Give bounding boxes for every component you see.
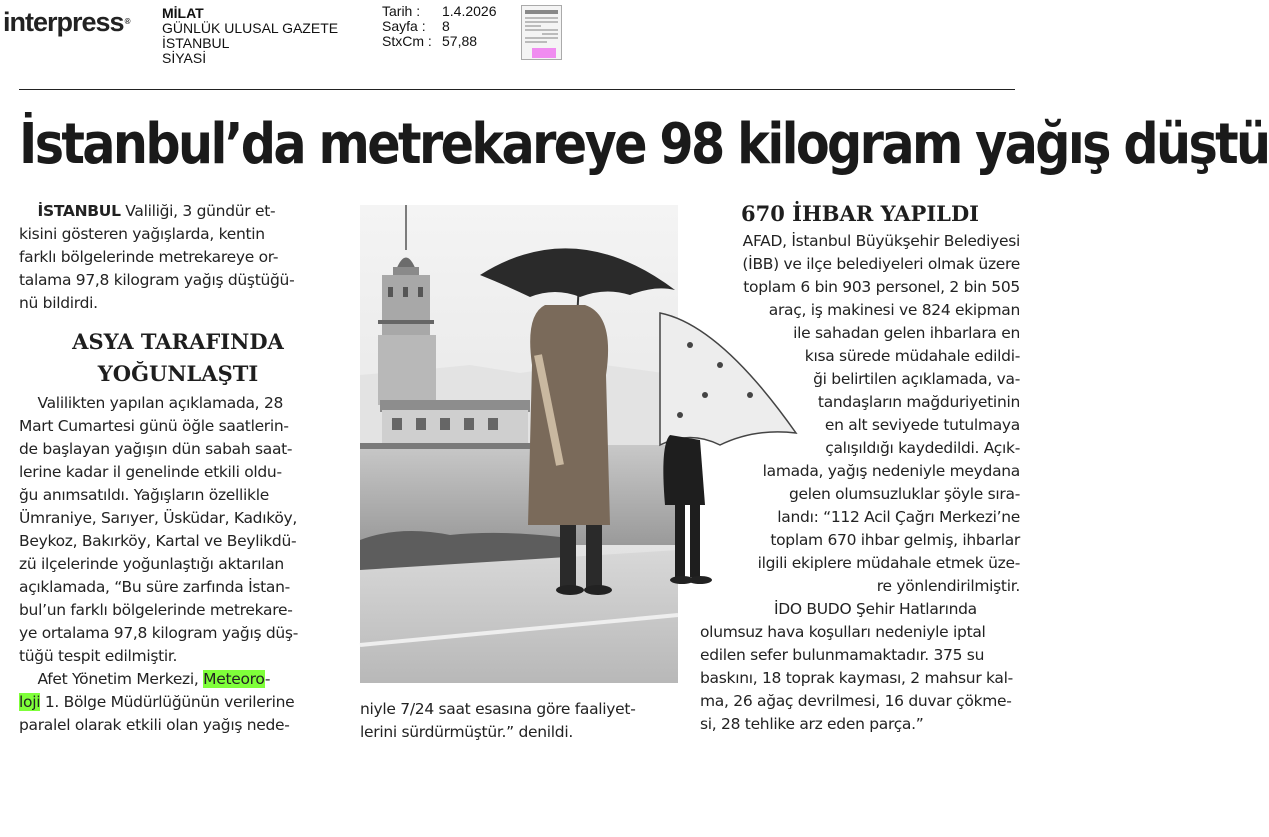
text-line: talama 97,8 kilogram yağış düştüğü-	[19, 271, 295, 289]
lead-line-text: Valiliği, 3 gündür et-	[120, 202, 276, 220]
text-line: landı: “112 Acil Çağrı Merkezi’ne	[777, 508, 1020, 526]
subheading-asya	[19, 326, 337, 390]
text-line: kisini gösteren yağışlarda, kentin	[19, 225, 265, 243]
article-column-2	[360, 698, 678, 744]
text-line: olumsuz hava koşulları nedeniyle iptal	[700, 623, 986, 641]
text-line: lerini sürdürmüştür.” denildi.	[360, 723, 573, 741]
registered-mark: ®	[124, 17, 130, 26]
text-line: ye ortalama 97,8 kilogram yağış düş-	[19, 624, 298, 642]
text-line: Valilikten yapılan açıklamada, 28	[19, 394, 284, 412]
text-line: de başlayan yağışın dün sabah saat-	[19, 440, 293, 458]
text-line: gelen olumsuzluklar şöyle sıra-	[789, 485, 1020, 503]
hyphen: -	[264, 670, 271, 688]
text-line: niyle 7/24 saat esasına göre faaliyet-	[360, 700, 636, 718]
article-column-1	[19, 200, 337, 737]
text-line: ma, 26 ağaç devrilmesi, 16 duvar çökme-	[700, 692, 1012, 710]
text-line: farklı bölgelerinde metrekareye or-	[19, 248, 279, 266]
text-line: Ümraniye, Sarıyer, Üsküdar, Kadıköy,	[19, 509, 298, 527]
stxcm-label: StxCm :	[382, 33, 432, 49]
text-line: nü bildirdi.	[19, 294, 98, 312]
lead-line	[19, 200, 337, 223]
publication-city: İSTANBUL	[162, 35, 230, 51]
publication-type: GÜNLÜK ULUSAL GAZETE	[162, 20, 339, 36]
subheading-ihbar: 670 İHBAR YAPILDI	[741, 201, 979, 226]
text-line: tüğü tespit edilmiştir.	[19, 647, 178, 665]
publication-name: MİLAT	[162, 5, 204, 21]
text-line: ğu anımsatıldı. Yağışların özellikle	[19, 486, 269, 504]
text-line: toplam 6 bin 903 personel, 2 bin 505	[743, 278, 1020, 296]
article-column-3	[700, 198, 1020, 736]
publication-info	[162, 6, 338, 66]
text-line	[19, 691, 337, 714]
keyword-highlight: Meteoro	[203, 670, 265, 688]
page-label: Sayfa :	[382, 18, 426, 34]
afet-text: Afet Yönetim Merkezi,	[19, 670, 204, 688]
keyword-highlight: loji	[19, 693, 41, 711]
lead-word: İSTANBUL	[37, 202, 121, 220]
text-line: Beykoz, Bakırköy, Kartal ve Beylikdü-	[19, 532, 297, 550]
text-line: toplam 670 ihbar gelmiş, ihbarlar	[770, 531, 1020, 549]
text-line: araç, iş makinesi ve 824 ekipman	[768, 301, 1020, 319]
meta-values	[442, 4, 497, 49]
afet-text: 1. Bölge Müdürlüğünün verilerine	[40, 693, 295, 711]
article-headline: İstanbul’da metrekareye 98 kilogram yağış düştü	[19, 112, 1269, 177]
text-line: ilgili ekiplere müdahale etmek üze-	[757, 554, 1020, 572]
date-label: Tarih :	[382, 3, 421, 19]
text-line: baskını, 18 toprak kayması, 2 mahsur kal-	[700, 669, 1013, 687]
stxcm-value: 57,88	[442, 33, 478, 49]
text-line: ği belirtilen açıklamada, va-	[813, 370, 1020, 388]
text-line: çalışıldığı kaydedildi. Açık-	[825, 439, 1020, 457]
text-line: tandaşların mağduriyetinin	[817, 393, 1020, 411]
date-value: 1.4.2026	[442, 3, 497, 19]
text-line: edilen sefer bulunmamaktadır. 375 su	[700, 646, 985, 664]
text-line: paralel olarak etkili olan yağış nede-	[19, 716, 290, 734]
interpress-logo	[3, 6, 129, 38]
text-line: si, 28 tehlike arz eden parça.”	[700, 715, 924, 733]
text-line: bul’un farklı bölgelerinde metrekare-	[19, 601, 293, 619]
header-divider	[19, 89, 1015, 90]
article-photo	[360, 205, 678, 683]
text-line: (İBB) ve ilçe belediyeleri olmak üzere	[742, 255, 1020, 273]
text-line	[19, 668, 337, 691]
text-line: ile sahadan gelen ihbarlara en	[793, 324, 1020, 342]
clipping-highlight	[532, 48, 556, 58]
text-line: AFAD, İstanbul Büyükşehir Belediyesi	[742, 232, 1020, 250]
text-line: açıklamada, “Bu süre zarfında İstan-	[19, 578, 290, 596]
publication-category: SİYASİ	[162, 50, 207, 66]
text-line: lerine kadar il genelinde etkili oldu-	[19, 463, 282, 481]
meta-labels	[382, 4, 432, 49]
page-thumbnail[interactable]	[521, 5, 562, 60]
text-line: zü ilçelerinde yoğunlaştığı aktarılan	[19, 555, 284, 573]
subheading-line: YOĞUNLAŞTI	[97, 361, 259, 386]
text-line: re yönlendirilmiştir.	[876, 577, 1020, 595]
text-line: kısa sürede müdahale edildi-	[804, 347, 1020, 365]
page-value: 8	[442, 18, 450, 34]
text-line: lamada, yağış nedeniyle meydana	[762, 462, 1020, 480]
text-line: İDO BUDO Şehir Hatlarında	[774, 600, 977, 618]
subheading-line: ASYA TARAFINDA	[72, 329, 284, 354]
text-line: en alt seviyede tutulmaya	[824, 416, 1020, 434]
logo-text: interpress	[3, 7, 124, 37]
text-line: Mart Cumartesi günü öğle saatlerin-	[19, 417, 289, 435]
